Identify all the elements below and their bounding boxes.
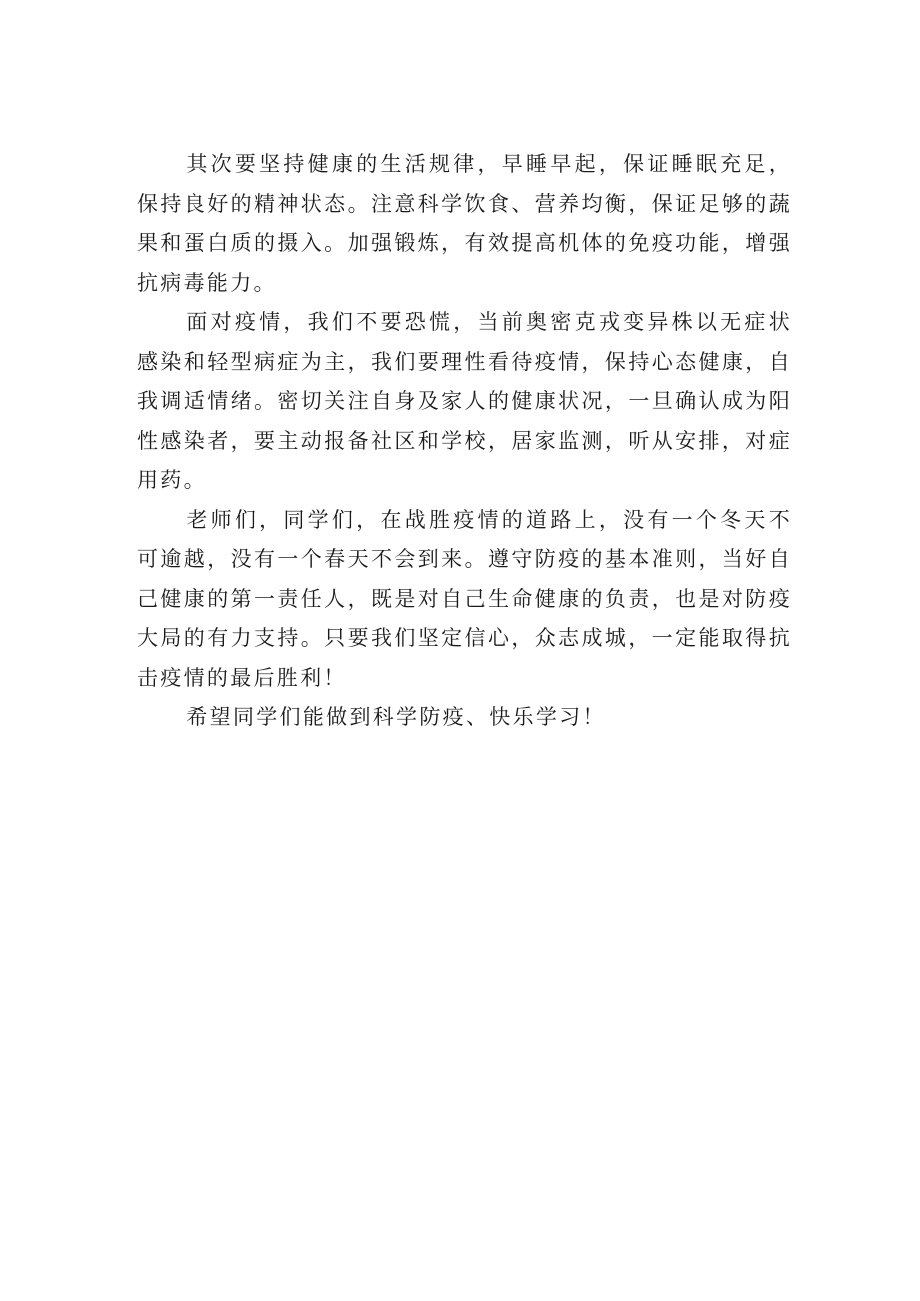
- document-body: [137, 145, 792, 738]
- paragraph-closing-wish: 希望同学们能做到科学防疫、快乐学习！: [186, 705, 606, 729]
- paragraph-healthy-lifestyle: 其次要坚持健康的生活规律，早睡早起，保证睡眠充足，保持良好的精神状态。注意科学饮食、营养均衡，保证足够的蔬果和蛋白质的摄入。加强锻炼，有效提高机体的免疫功能，增强抗病毒能力。: [137, 152, 792, 295]
- paragraph-facing-epidemic: 面对疫情，我们不要恐慌，当前奥密克戎变异株以无症状感染和轻型病症为主，我们要理性看待疫情，保持心态健康，自我调适情绪。密切关注自身及家人的健康状况，一旦确认成为阳性感染者，要主动报备社区和学校，居家监测，听从安排，对症用药。: [137, 310, 792, 492]
- paragraph-teachers-students: 老师们，同学们，在战胜疫情的道路上，没有一个冬天不可逾越，没有一个春天不会到来。遵守防疫的基本准则，当好自己健康的第一责任人，既是对自己生命健康的负责，也是对防疫大局的有力支持。只要我们坚定信心，众志成城，一定能取得抗击疫情的最后胜利！: [137, 507, 792, 690]
